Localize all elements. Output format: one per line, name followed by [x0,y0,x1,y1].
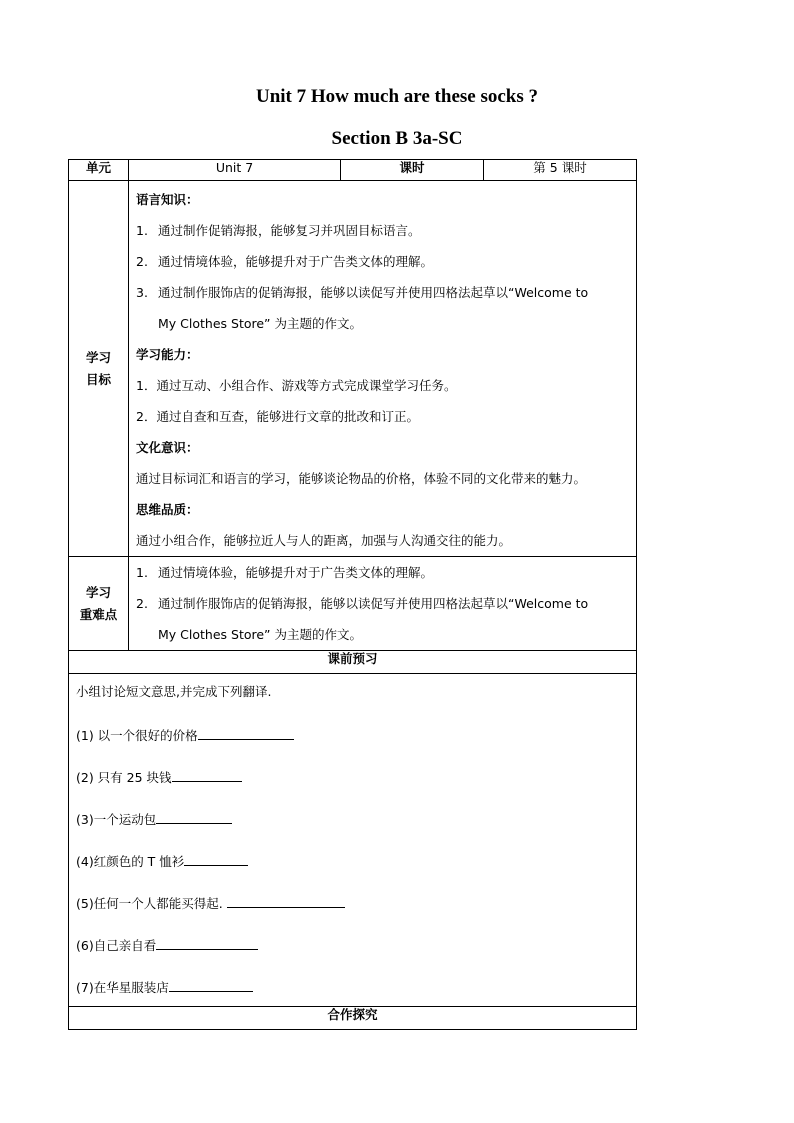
preview-heading: 课前预习 [69,651,637,674]
knowledge-item: 3. 通过制作服饰店的促销海报，能够以读促写并使用四格法起草以“Welcome to [136,285,589,300]
answer-blank[interactable] [184,850,248,866]
difficulty-item: 1. 通过情境体验，能够提升对于广告类文体的理解。 [136,565,434,580]
preview-row [69,674,637,1007]
translation-item: (6)自己亲自看 [76,934,629,976]
knowledge-heading: 语言知识： [136,192,199,207]
ability-heading: 学习能力： [136,347,199,362]
preview-content [69,674,637,1007]
cooperation-heading: 合作探究 [69,1007,637,1030]
difficulty-item-continuation: My Clothes Store” 为主题的作文。 [158,627,362,642]
knowledge-item: 1. 通过制作促销海报，能够复习并巩固目标语言。 [136,223,421,238]
difficulties-label [69,557,129,651]
translation-item: (1) 以一个很好的价格 [76,724,629,766]
unit-value: Unit 7 [129,160,341,181]
knowledge-item-continuation: My Clothes Store” 为主题的作文。 [158,316,362,331]
objectives-label-line1: 学习 [85,349,111,365]
unit-label: 单元 [69,160,129,181]
difficulties-row [69,557,637,651]
translation-item: (4)红颜色的 T 恤衫 [76,850,629,892]
period-label: 课时 [341,160,484,181]
document-title: Unit 7 How much are these socks ? [255,86,538,107]
objectives-row [69,181,637,557]
answer-blank[interactable] [198,724,294,740]
translation-item: (2) 只有 25 块钱 [76,766,629,808]
thinking-text: 通过小组合作，能够拉近人与人的距离，加强与人沟通交往的能力。 [136,533,512,548]
cooperation-heading-row [69,1007,637,1030]
preview-intro: 小组讨论短文意思,并完成下列翻译. [76,684,272,699]
preview-heading-row [69,651,637,674]
lesson-plan-table [68,159,637,1030]
objectives-label-line2: 目标 [85,371,111,387]
answer-blank[interactable] [169,976,253,992]
difficulties-label-line1: 学习 [85,584,111,600]
header-row [69,160,637,181]
translation-item: (7)在华星服装店 [76,976,629,1006]
thinking-heading: 思维品质： [136,502,199,517]
objectives-content [129,181,637,557]
answer-blank[interactable] [172,766,242,782]
ability-item: 2．通过自查和互查，能够进行文章的批改和订正。 [136,409,419,424]
ability-item: 1．通过互动、小组合作、游戏等方式完成课堂学习任务。 [136,378,457,393]
objectives-label [69,181,129,557]
document-subtitle: Section B 3a-SC [331,128,463,149]
translation-item: (3)一个运动包 [76,808,629,850]
culture-text: 通过目标词汇和语言的学习，能够谈论物品的价格，体验不同的文化带来的魅力。 [136,471,587,486]
answer-blank[interactable] [156,808,232,824]
difficulties-label-line2: 重难点 [79,606,118,622]
answer-blank[interactable] [227,892,345,908]
difficulties-content [129,557,637,651]
knowledge-item: 2. 通过情境体验，能够提升对于广告类文体的理解。 [136,254,434,269]
period-value: 第 5 课时 [484,160,637,181]
translation-item: (5)任何一个人都能买得起. [76,892,629,934]
answer-blank[interactable] [156,934,258,950]
culture-heading: 文化意识： [136,440,199,455]
difficulty-item: 2. 通过制作服饰店的促销海报，能够以读促写并使用四格法起草以“Welcome to [136,596,589,611]
